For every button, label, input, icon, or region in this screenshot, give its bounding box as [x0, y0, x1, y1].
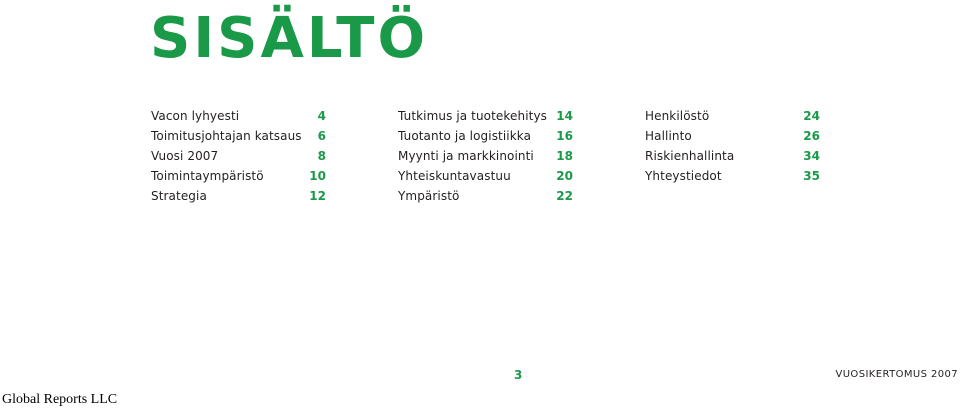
toc-column-3: [645, 106, 820, 186]
toc-entry-label: Henkilöstö: [645, 109, 710, 123]
toc-entry-page: 6: [317, 129, 326, 143]
toc-entry[interactable]: [398, 106, 573, 126]
toc-entry-label: Strategia: [151, 189, 207, 203]
toc-entry-label: Toimintaympäristö: [151, 169, 264, 183]
toc-entry-page: 22: [556, 189, 573, 203]
toc-entry[interactable]: [151, 166, 326, 186]
toc-entry-page: 12: [309, 189, 326, 203]
toc-entry-page: 10: [309, 169, 326, 183]
toc-entry[interactable]: [151, 186, 326, 206]
toc-entry-page: 4: [317, 109, 326, 123]
toc-entry[interactable]: [645, 106, 820, 126]
toc-entry[interactable]: [398, 146, 573, 166]
toc-entry-page: 14: [556, 109, 573, 123]
toc-entry-label: Ympäristö: [398, 189, 460, 203]
toc-entry[interactable]: [151, 106, 326, 126]
toc-entry-label: Hallinto: [645, 129, 692, 143]
toc-entry-label: Yhteystiedot: [645, 169, 722, 183]
toc-entry[interactable]: [398, 186, 573, 206]
toc-entry-page: 35: [803, 169, 820, 183]
toc-entry[interactable]: [645, 166, 820, 186]
page-title: SISÄLTÖ: [150, 6, 429, 71]
toc-entry-page: 26: [803, 129, 820, 143]
toc-column-2: [398, 106, 573, 206]
toc-entry-page: 20: [556, 169, 573, 183]
report-name: VUOSIKERTOMUS 2007: [835, 369, 958, 380]
toc-entry-label: Toimitusjohtajan katsaus: [151, 129, 302, 143]
toc-entry[interactable]: [151, 146, 326, 166]
toc-entry[interactable]: [645, 146, 820, 166]
toc-entry-label: Yhteiskuntavastuu: [398, 169, 511, 183]
toc-entry-page: 8: [317, 149, 326, 163]
toc-entry-label: Vacon lyhyesti: [151, 109, 240, 123]
toc-entry-page: 18: [556, 149, 573, 163]
toc-entry-page: 16: [556, 129, 573, 143]
toc-entry-label: Tuotanto ja logistiikka: [398, 129, 532, 143]
toc-entry-page: 24: [803, 109, 820, 123]
toc-entry[interactable]: [398, 166, 573, 186]
toc-column-1: [151, 106, 326, 206]
toc-entry-label: Riskienhallinta: [645, 149, 735, 163]
toc-entry-label: Vuosi 2007: [151, 149, 219, 163]
toc-entry-label: Tutkimus ja tuotekehitys: [398, 109, 548, 123]
page-number: 3: [514, 368, 523, 382]
watermark-text: Global Reports LLC: [2, 392, 118, 407]
toc-entry[interactable]: [398, 126, 573, 146]
toc-entry[interactable]: [645, 126, 820, 146]
toc-entry-label: Myynti ja markkinointi: [398, 149, 534, 163]
toc-entry-page: 34: [803, 149, 820, 163]
toc-entry[interactable]: [151, 126, 326, 146]
